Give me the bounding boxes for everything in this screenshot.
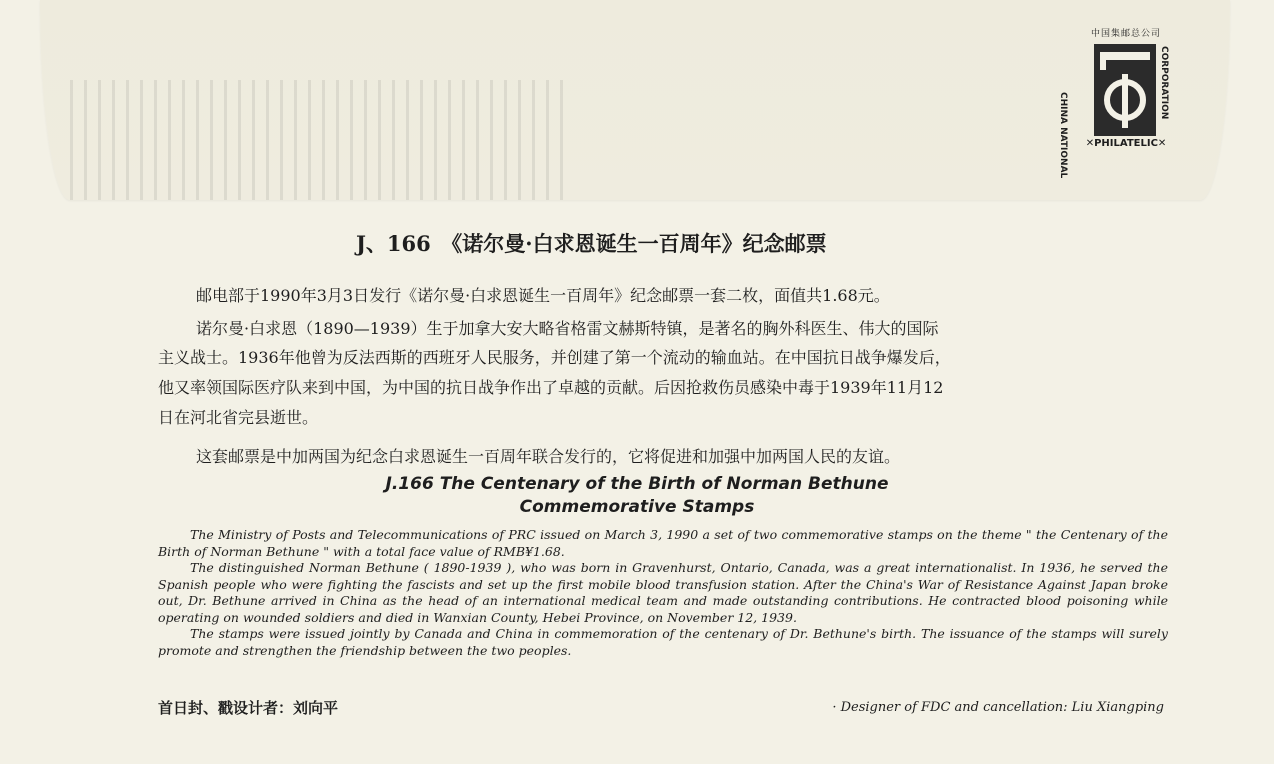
chinese-line-6: 这套邮票是中加两国为纪念白求恩诞生一百周年联合发行的，它将促进和加强中加两国人民的友谊。 [196, 447, 901, 466]
logo-side-right: CORPORATION [1159, 46, 1169, 120]
chinese-title: J、166 《诺尔曼·白求恩诞生一百周年》纪念邮票 [356, 231, 827, 256]
english-paragraph-2: The distinguished Norman Bethune ( 1890-1939 ), who was born in Gravenhurst, Ontario, Canada, was a great internationalist. In 1936, he served the Spanish people who were fighting the fascists and set up the first mobile blood transfusion station. After the China's War of Resistance Against Japan broke out, Dr. Bethune arrived in China as the head of an international medical team and made outstanding contributions. He contracted blood poisoning while operating on wounded soldiers and died in Wanxian County, Hebei Province, on November 12, 1939. [158, 560, 1168, 625]
logo-emblem-icon [1094, 44, 1156, 136]
chinese-line-4: 他又率领国际医疗队来到中国，为中国的抗日战争作出了卓越的贡献。后因抢救伤员感染中毒于1939年11月12 [158, 378, 944, 397]
english-paragraph-3: The stamps were issued jointly by Canada and China in commemoration of the centenary of Dr. Bethune's birth. The issuance of the stamps will surely promote and strengthen the friendship between the two peoples. [158, 626, 1168, 658]
english-title-line-1: J.166 The Centenary of the Birth of Norman Bethune [385, 474, 889, 494]
designer-credit-chinese: 首日封、戳设计者：刘向平 [158, 699, 339, 717]
english-paragraph-1: The Ministry of Posts and Telecommunications of PRC issued on March 3, 1990 a set of two commemorative stamps on the theme " the Centenary of the Birth of Norman Bethune " with a total face value of RMB¥1.68. [158, 527, 1168, 559]
logo-top-text: 中国集邮总公司 [1090, 29, 1161, 39]
bleed-through-marks [70, 80, 570, 200]
logo-side-left: CHINA NATIONAL [1058, 92, 1068, 179]
chinese-line-2: 诺尔曼·白求恩（1890—1939）生于加拿大安大略省格雷文赫斯特镇，是著名的胸外科医生、伟大的国际 [196, 319, 939, 338]
english-title-line-2: Commemorative Stamps [519, 497, 755, 517]
chinese-line-5: 日在河北省完县逝世。 [158, 408, 319, 427]
chinese-line-3: 主义战士。1936年他曾为反法西斯的西班牙人民服务，并创建了第一个流动的输血站。在中国抗日战争爆发后， [158, 348, 951, 367]
logo-bottom-text: ✕PHILATELIC✕ [1085, 138, 1167, 149]
designer-credit-english: · Designer of FDC and cancellation: Liu Xiangping [832, 700, 1164, 715]
logo-emblem [1094, 44, 1156, 136]
philatelic-logo [1058, 26, 1176, 179]
chinese-line-1: 邮电部于1990年3月3日发行《诺尔曼·白求恩诞生一百周年》纪念邮票一套二枚，面值共1.68元。 [196, 286, 890, 305]
english-body [158, 527, 1168, 659]
